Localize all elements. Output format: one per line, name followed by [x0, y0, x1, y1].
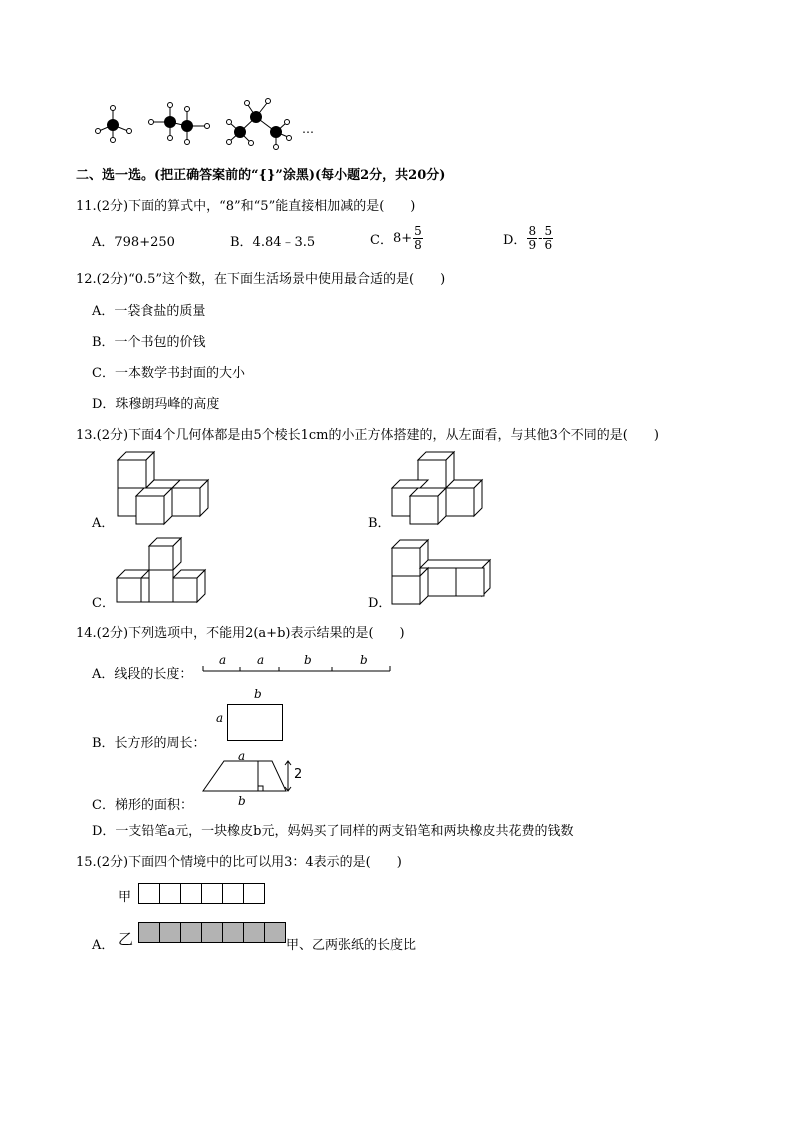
cube-figure-b	[392, 452, 484, 524]
q11-option-d-fraction-2	[543, 225, 553, 252]
q11-option-d-label: D．	[503, 233, 527, 248]
cube-figure-a	[118, 452, 210, 524]
yi-strip-cell	[139, 923, 160, 943]
q13-option-c-label: C．	[92, 596, 115, 611]
yi-strip-cell	[244, 923, 265, 943]
jia-strip-cell	[181, 884, 202, 904]
rect-left-label: a	[216, 711, 224, 725]
q15-option-a-text: 甲、乙两张纸的长度比	[286, 938, 417, 953]
q13-option-d-label: D．	[368, 596, 392, 611]
q11-option-d	[503, 225, 554, 252]
q14-rectangle-figure	[227, 704, 284, 742]
q11-option-a: A．798+250	[92, 235, 175, 250]
jia-strip-cell	[139, 884, 160, 904]
q14-option-c-text: C．梯形的面积：	[92, 798, 193, 813]
trap-height-label: 2	[294, 767, 303, 782]
fraction-numerator: 8	[528, 224, 537, 238]
ellipsis-text: …	[302, 122, 314, 136]
jia-strip-cell	[202, 884, 223, 904]
question-13-stem: 13.(2分)下面4个几何体都是由5个棱长1cm的小正方体搭建的，从左面看，与其他3个不同的是( )	[76, 428, 659, 443]
yi-strip-cell	[265, 923, 286, 943]
segment-label-a2: a	[257, 653, 265, 667]
yi-strip-cell	[181, 923, 202, 943]
trap-bottom-label: b	[238, 794, 246, 808]
q13-option-b-label: B．	[368, 516, 391, 531]
fraction-denominator: 9	[528, 238, 537, 252]
fraction-numerator: 5	[414, 224, 422, 238]
q15-jia-label: 甲	[118, 890, 132, 905]
molecule-figures	[90, 95, 330, 150]
fraction-denominator: 6	[544, 238, 553, 252]
q11-option-c-int: 8+	[392, 231, 413, 246]
yi-strip-cell	[160, 923, 181, 943]
question-15-stem: 15.(2分)下面四个情境中的比可以用3：4表示的是( )	[76, 855, 402, 870]
q14-option-d-text: D．一支铅笔a元，一块橡皮b元，妈妈买了同样的两支铅笔和两块橡皮共花费的钱数	[92, 824, 574, 839]
section-title: 二、选一选。(把正确答案前的“{}”涂黑)(每小题2分，共20分)	[76, 168, 446, 183]
q15-jia-strip	[138, 883, 266, 905]
jia-strip-cell	[160, 884, 181, 904]
rect-top-label: b	[254, 687, 262, 701]
trap-top-label: a	[238, 749, 246, 763]
cube-figure-c	[117, 538, 209, 604]
q12-option-a: A．一袋食盐的质量	[92, 304, 206, 319]
q11-option-d-minus: -	[538, 231, 543, 246]
q11-option-c	[370, 225, 424, 252]
q12-option-c: C．一本数学书封面的大小	[92, 366, 245, 381]
q14-trapezoid-figure	[202, 760, 304, 794]
q11-option-c-fraction	[413, 225, 423, 252]
yi-strip-cell	[223, 923, 244, 943]
jia-strip-cell	[223, 884, 244, 904]
q11-option-d-fraction-1	[527, 225, 537, 252]
q11-option-b: B．4.84﹣3.5	[230, 235, 316, 250]
segment-label-b1: b	[304, 653, 312, 667]
q11-option-c-label: C．	[370, 233, 393, 248]
segment-label-b2: b	[360, 653, 368, 667]
q15-yi-label: 乙	[118, 930, 134, 948]
question-12-stem: 12.(2分)“0.5”这个数，在下面生活场景中使用最合适的是( )	[76, 272, 446, 287]
question-11-stem: 11.(2分)下面的算式中，“8”和“5”能直接相加减的是( )	[76, 199, 416, 214]
yi-strip-cell	[202, 923, 223, 943]
q12-option-b: B．一个书包的价钱	[92, 335, 206, 350]
q12-option-d: D．珠穆朗玛峰的高度	[92, 397, 220, 412]
q14-option-a-text: A．线段的长度：	[92, 667, 193, 682]
segment-label-a1: a	[219, 653, 227, 667]
cube-figure-d	[392, 540, 490, 606]
fraction-denominator: 8	[414, 238, 422, 252]
question-14-stem: 14.(2分)下列选项中，不能用2(a+b)表示结果的是( )	[76, 626, 405, 641]
q14-option-b-text: B．长方形的周长：	[92, 736, 206, 751]
q13-option-a-label: A．	[92, 516, 115, 531]
q15-option-a-label: A．	[92, 938, 115, 953]
jia-strip-cell	[244, 884, 265, 904]
q15-yi-strip	[138, 922, 286, 944]
fraction-numerator: 5	[544, 224, 553, 238]
